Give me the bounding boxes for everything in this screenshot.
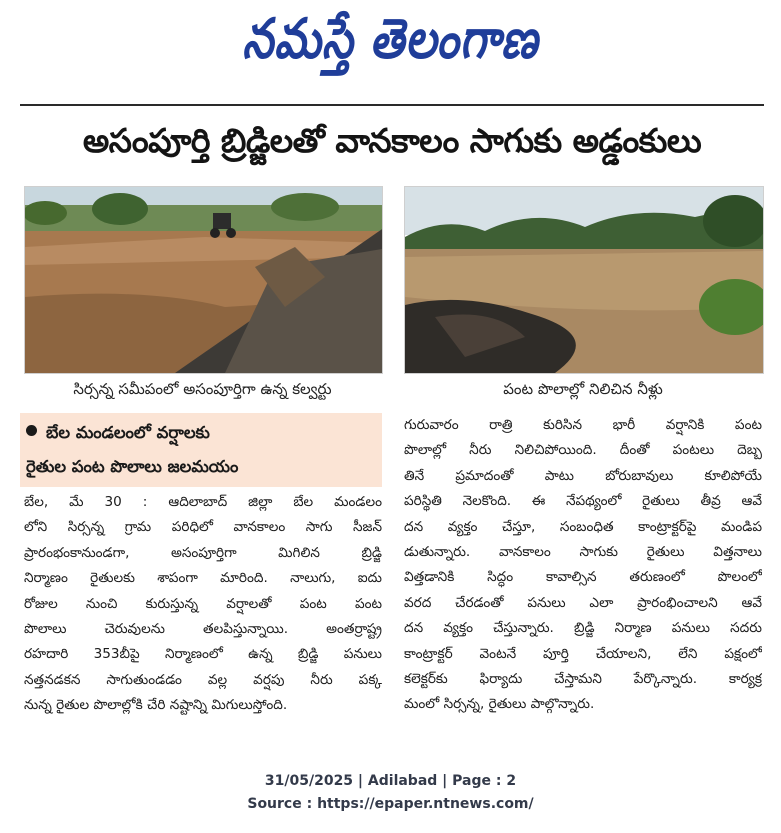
body-line: కలెక్టర్‌కు ఫిర్యాదు చేస్తామని పేర్కొన్నారు. కార్యక్ర: [404, 671, 762, 688]
body-line: నిర్మాణం రైతులకు శాపంగా మారింది. నాలుగు, ఐదు: [24, 570, 382, 587]
flooded-field-photo: [404, 186, 764, 374]
body-line: కాంట్రాక్టర్ వెంటనే పూర్తి చేయాలని, లేని పక్షంలో: [404, 645, 762, 662]
footer-source: Source : https://epaper.ntnews.com/: [247, 796, 534, 812]
body-line: రహదారి 353బీపై నిర్మాణంలో ఉన్న బ్రిడ్జి పనులు: [24, 646, 382, 663]
right-photo-caption: పంట పొలాల్లో నిలిచిన నీళ్లు: [503, 380, 663, 398]
footer-date-edition: 31/05/2025 | Adilabad | Page : 2: [264, 773, 517, 789]
article-headline: అసంపూర్తి బ్రిడ్జిలతో వానకాలం సాగుకు అడ్డంకులు: [82, 120, 702, 160]
culvert-photo: [24, 186, 383, 374]
body-line: పొలాలు చెరువులను తలపిస్తున్నాయి. అంతర్రాష్ట్ర: [24, 621, 382, 638]
body-line: పరిస్థితి నెలకొంది. ఈ నేపథ్యంలో రైతులు తీవ్ర ఆవే: [404, 493, 762, 510]
body-line: మంలో సిర్సన్న, రైతులు పాల్గొన్నారు.: [404, 696, 595, 713]
highlight-line-1: బేల మండలంలో వర్షాలకు: [26, 422, 210, 444]
body-line: వరద చేరడంతో పనులు ఎలా ప్రారంభించాలని ఆవే: [404, 594, 762, 611]
highlight-line-2: రైతుల పంట పొలాలు జలమయం: [26, 457, 239, 476]
body-line: గురువారం రాత్రి కురిసిన భారీ వర్షానికి పంట: [404, 417, 762, 433]
body-line: నత్తనడకన సాగుతుండడం వల్ల వర్షపు నీరు పక్క: [24, 671, 382, 688]
body-line: డుతున్నారు. వానకాలం సాగుకు రైతులు విత్తనాలు: [404, 544, 762, 561]
body-line: నున్న రైతుల పొలాల్లోకి చేరి నష్టాన్ని మిగులుస్తోంది.: [24, 697, 288, 714]
body-line: విత్తడానికి సిద్ధం కావాల్సిన తరుణంలో పొలంలో: [404, 569, 762, 586]
body-line: లోని సిర్సన్న గ్రామ పరిధిలో వానకాలం సాగు సీజన్: [24, 519, 382, 536]
masthead-title: నమస్తే తెలంగాణ: [242, 7, 539, 71]
body-line: దన వ్యక్తం చేస్తున్నారు. బ్రిడ్జి నిర్మాణ పనులు సదరు: [404, 620, 762, 637]
left-photo-caption: సిర్సన్న సమీపంలో అసంపూర్తిగా ఉన్న కల్వర్టు: [73, 380, 332, 398]
body-column-left: [24, 490, 382, 719]
body-line: దన వ్యక్తం చేస్తూ, సంబంధిత కాంట్రాక్టర్‌పై మండిప: [404, 518, 762, 535]
body-column-right: [404, 413, 762, 718]
body-line: ప్రారంభంకానుండగా, అసంపూర్తిగా మిగిలిన బ్రిడ్జి: [24, 544, 382, 561]
top-rule: [20, 104, 764, 106]
body-line: బేల, మే 30 : ఆదిలాబాద్ జిల్లా బేల మండలం: [24, 494, 382, 510]
masthead: [0, 0, 781, 92]
body-line: తినే ప్రమాదంతో పాటు బోరుబావులు కూలిపోయే: [404, 467, 762, 484]
body-line: రోజుల నుంచి కురుస్తున్న వర్షాలతో పంట పంట: [24, 595, 382, 612]
body-line: పొలాల్లో నీరు నిలిచిపోయింది. దీంతో పంటలు దెబ్బ: [404, 442, 762, 459]
bullet-icon: [26, 425, 37, 436]
